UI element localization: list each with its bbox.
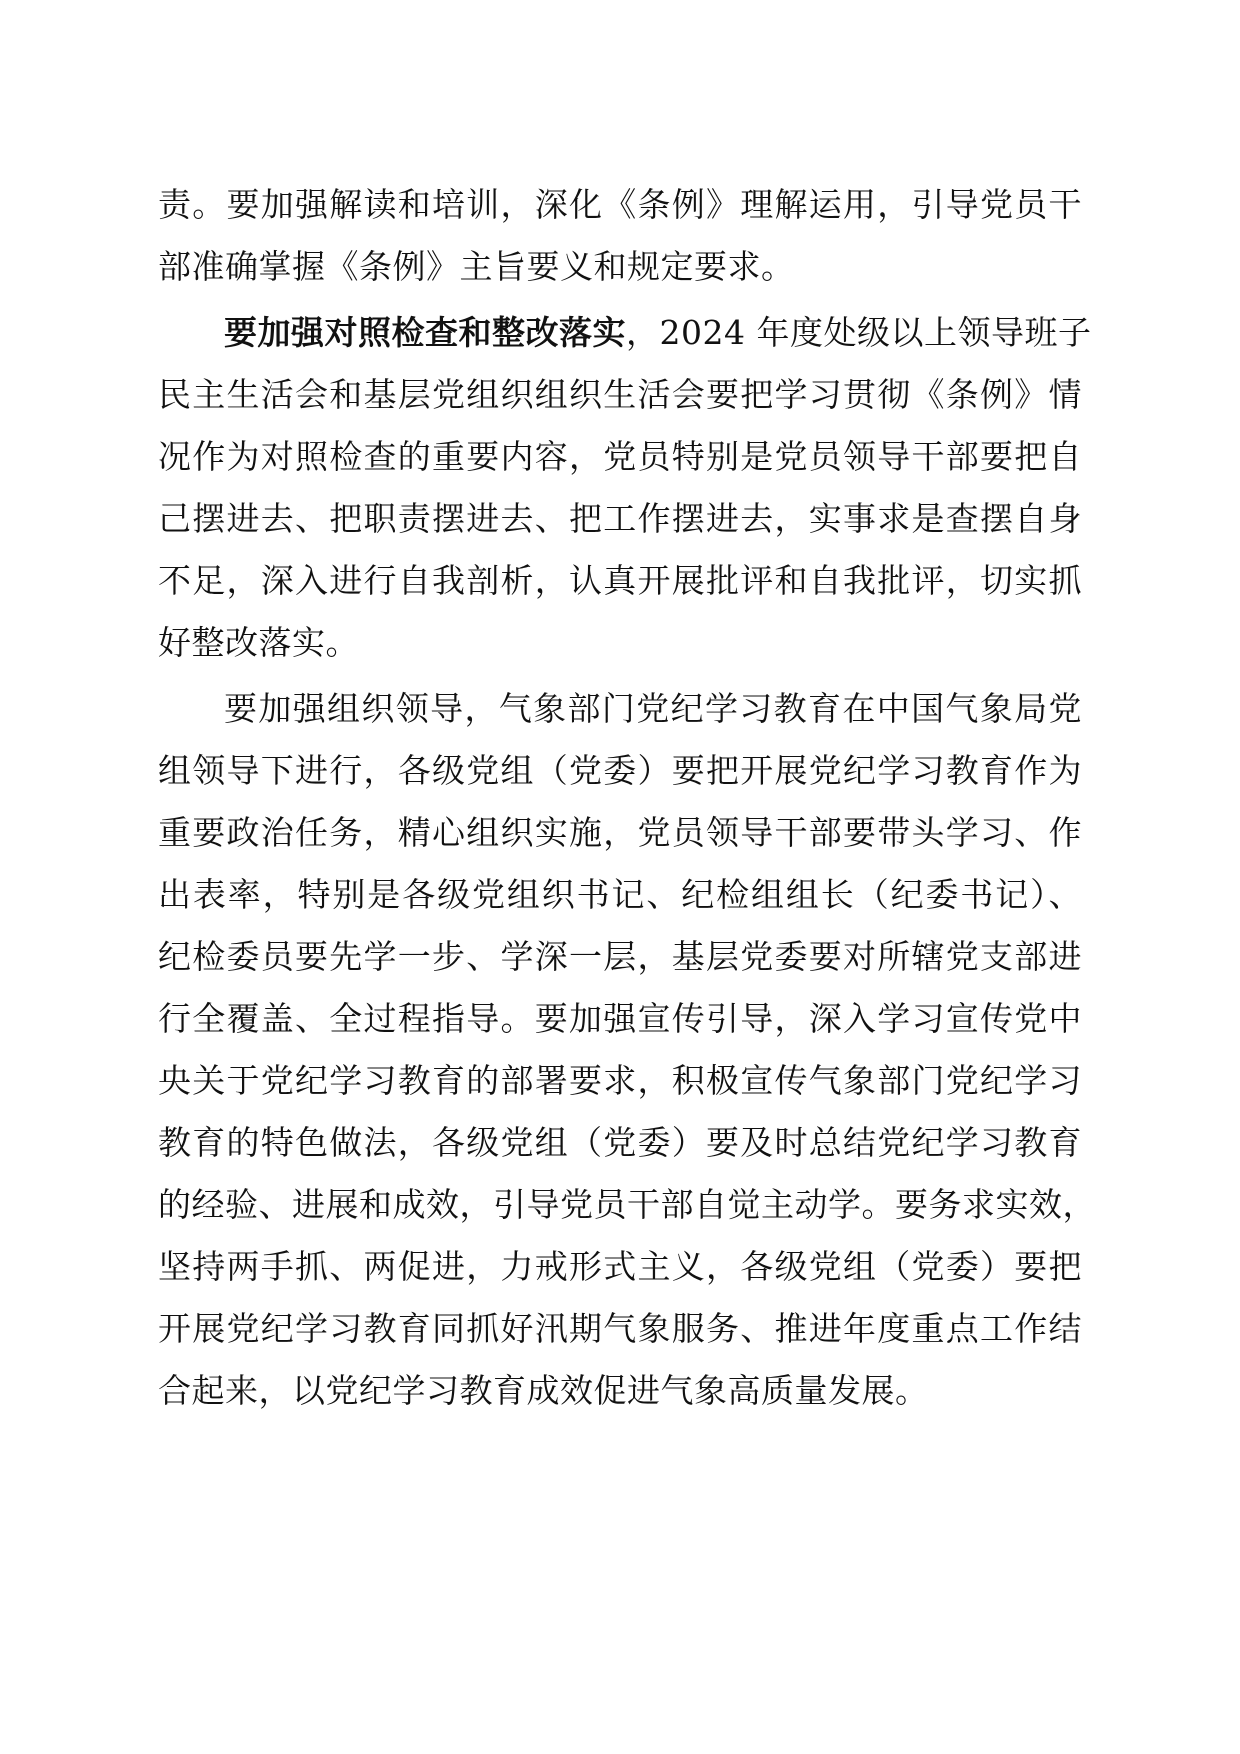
text-line: 组领导下进行，各级党组（党委）要把开展党纪学习教育作为 — [158, 751, 1082, 790]
text-line: 民主生活会和基层党组织组织生活会要把学习贯彻《条例》情 — [158, 375, 1082, 414]
text-line: 责。要加强解读和培训，深化《条例》理解运用，引导党员干 — [158, 185, 1082, 224]
bold-lead: 要加强对照检查和整改落实 — [224, 313, 626, 352]
paragraph-2 — [158, 302, 1092, 674]
text-line — [158, 302, 1092, 364]
text-line: 纪检委员要先学一步、学深一层，基层党委要对所辖党支部进 — [158, 937, 1082, 976]
text-line: 部准确掌握《条例》主旨要义和规定要求。 — [158, 247, 795, 286]
text-line: 坚持两手抓、两促进，力戒形式主义，各级党组（党委）要把 — [158, 1247, 1082, 1286]
text-line: 教育的特色做法，各级党组（党委）要及时总结党纪学习教育 — [158, 1123, 1082, 1162]
text-line: 合起来，以党纪学习教育成效促进气象高质量发展。 — [158, 1371, 929, 1410]
text-line: 的经验、进展和成效，引导党员干部自觉主动学。要务求实效， — [158, 1185, 1096, 1224]
text-line: 不足，深入进行自我剖析，认真开展批评和自我批评，切实抓 — [158, 561, 1082, 600]
text-line: 况作为对照检查的重要内容，党员特别是党员领导干部要把自 — [158, 437, 1082, 476]
document-body — [158, 174, 1096, 1422]
text-line: 重要政治任务，精心组织实施，党员领导干部要带头学习、作 — [158, 813, 1082, 852]
text-line: 好整改落实。 — [158, 623, 359, 662]
text-run: ，2024 年度处级以上领导班子 — [626, 313, 1092, 352]
paragraph-1 — [158, 174, 1082, 298]
paragraph-3 — [158, 678, 1096, 1422]
text-line: 己摆进去、把职责摆进去、把工作摆进去，实事求是查摆自身 — [158, 499, 1082, 538]
text-line: 央关于党纪学习教育的部署要求，积极宣传气象部门党纪学习 — [158, 1061, 1082, 1100]
text-line: 行全覆盖、全过程指导。要加强宣传引导，深入学习宣传党中 — [158, 999, 1082, 1038]
text-line: 出表率，特别是各级党组织书记、纪检组组长（纪委书记）、 — [158, 875, 1082, 914]
text-line: 开展党纪学习教育同抓好汛期气象服务、推进年度重点工作结 — [158, 1309, 1082, 1348]
text-line: 要加强组织领导，气象部门党纪学习教育在中国气象局党 — [224, 689, 1082, 728]
